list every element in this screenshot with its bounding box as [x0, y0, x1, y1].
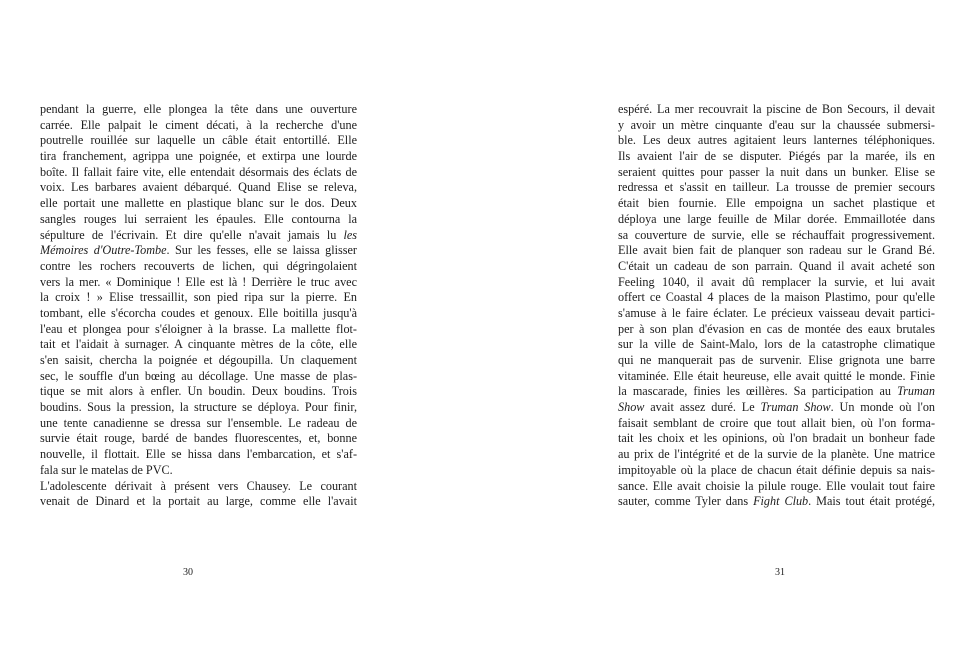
text-line: sangles rouges lui serraient les épaules. Elle contourna la [40, 211, 357, 226]
text-line: vers la mer. « Dominique ! Elle est là ! Derrière le truc avec [40, 274, 357, 289]
text-line: venait de Dinard et la portait au large, comme elle l'avait [40, 494, 357, 509]
text-line: y avoir un mètre cinquante d'eau sur la chaussée submersi- [618, 117, 935, 132]
text-line: était bien fournie. Elle empoigna un sachet plastique et [618, 196, 935, 211]
italic-text: les [343, 227, 357, 242]
text-line: redressa et s'assit en tailleur. La trousse de premier secours [618, 180, 935, 195]
text-line: vitaminée. Elle était heureuse, elle avait quitté le monde. Finie [618, 368, 935, 383]
text-line: sec, le souffle d'un bœing au décollage. Une masse de plas- [40, 368, 357, 383]
page-left-text-column [40, 102, 357, 510]
text-line: elle portait une mallette en plastique blanc sur le dos. Deux [40, 196, 357, 211]
text-line: sauter, comme Tyler dans Fight Club. Mais tout était protégé, [618, 494, 935, 509]
text-line: Show avait assez duré. Le Truman Show. Un monde où l'on [618, 400, 935, 415]
text-line: Elle avait bien fait de planquer son radeau sur le Grand Bé. [618, 243, 935, 258]
text-line: C'était un cadeau de son parrain. Quand il avait acheté son [618, 258, 935, 273]
text-line: s'amuse à le faire éclater. Le précieux vaisseau devait partici- [618, 305, 935, 320]
text-line: au prix de l'intégrité et de la survie de la planète. Une matrice [618, 447, 935, 462]
text-line: tait les choix et les opinions, où l'on bradait un bonheur fade [618, 431, 935, 446]
text-line: sance. Elle avait choisie la pilule rouge. Elle voulait tout faire [618, 478, 935, 493]
text-line: espéré. La mer recouvrait la piscine de Bon Secours, il devait [618, 102, 935, 116]
text-line: poutrelle rouillée sur laquelle un câble était entortillé. Elle [40, 133, 357, 148]
text-line: seraient quittes pour passer la nuit dans un bunker. Elise se [618, 164, 935, 179]
text-line: tira franchement, agrippa une poignée, et extirpa une lourde [40, 149, 357, 164]
text-line: impitoyable où la place de chacun était définie depuis sa nais- [618, 462, 935, 477]
italic-text: Mémoires d'Outre-Tombe [40, 243, 167, 258]
page-number-right: 31 [775, 567, 785, 578]
text-line: boîte. Il fallait faire vite, elle entendait désormais des éclats de [40, 164, 357, 179]
text-line: faisait semblant de croire que tout allait bien, où l'on forma- [618, 415, 935, 430]
italic-text: Show [618, 400, 645, 415]
text-line: déploya une large feuille de Milar dorée. Emmaillotée dans [618, 211, 935, 226]
text-line: nouvelle, il flottait. Elle se hissa dans l'embarcation, et s'af- [40, 447, 357, 462]
text-line: la croix ! » Elise tressaillit, son pied ripa sur la pierre. En [40, 290, 357, 305]
text-line: survie était rouge, bardé de bandes fluorescentes, et, bonne [40, 431, 357, 446]
text-line: contre les rochers recouverts de lichen, qui dégringolaient [40, 258, 357, 273]
text-line: tombant, elle s'écorcha coudes et genoux. Elle boitilla jusqu'à [40, 305, 357, 320]
text-line: offert ce Coastal 4 places de la maison Plastimo, pour qu'elle [618, 290, 935, 305]
text-line: Ils avaient l'air de se disputer. Piégés par la marée, ils en [618, 149, 935, 164]
text-line: ble. Les deux autres agitaient leurs lanternes téléphoniques. [618, 133, 935, 148]
text-line: sur la ville de Saint-Malo, lors de la catastrophe climatique [618, 337, 935, 352]
text-line: sa couverture de survie, elle se réchauffait progressivement. [618, 227, 935, 242]
italic-text: Truman Show [760, 400, 831, 415]
text-line: s'en saisit, chercha la poignée et dégoupilla. Un claquement [40, 353, 357, 367]
text-line: l'eau et plongea pour s'éloigner à la brasse. La mallette flot- [40, 321, 357, 336]
text-line: fala sur le matelas de PVC. [40, 462, 173, 477]
text-line: L'adolescente dérivait à présent vers Chausey. Le courant [40, 478, 357, 493]
text-line: tique se mit alors à enfler. Un boudin. Deux boudins. Trois [40, 384, 357, 399]
text-line: Feeling 1040, il avait dû remplacer la survie, et lui avait [618, 274, 935, 289]
text-line: qui ne manquerait pas de survenir. Elise grignota une barre [618, 353, 935, 367]
text-line: Mémoires d'Outre-Tombe. Sur les fesses, elle se laissa glisser [40, 243, 357, 258]
text-line: voix. Les barbares avaient débarqué. Quand Elise se releva, [40, 180, 357, 195]
page-number-left: 30 [183, 567, 193, 578]
text-line: carrée. Elle palpait le ciment décati, à la recherche d'une [40, 117, 357, 132]
page-right-text-column [618, 102, 935, 510]
italic-text: Truman [897, 384, 935, 399]
italic-text: Fight Club [753, 494, 809, 509]
text-line: tait et l'aidait à surnager. A cinquante mètres de la côte, elle [40, 337, 357, 352]
text-line: sépulture de l'écrivain. Et dire qu'elle n'avait jamais lu les [40, 227, 357, 242]
text-line: pendant la guerre, elle plongea la tête dans une ouverture [40, 102, 357, 116]
text-line: per à son plan d'évasion en cas de montée des eaux brutales [618, 321, 935, 336]
text-line: la mascarade, finies les œillères. Sa participation au Truman [618, 384, 935, 399]
text-line: boudins. Sous la pression, la structure se déploya. Pour finir, [40, 400, 357, 415]
text-line: une tente canadienne se dressa sur l'ensemble. Le radeau de [40, 415, 357, 430]
